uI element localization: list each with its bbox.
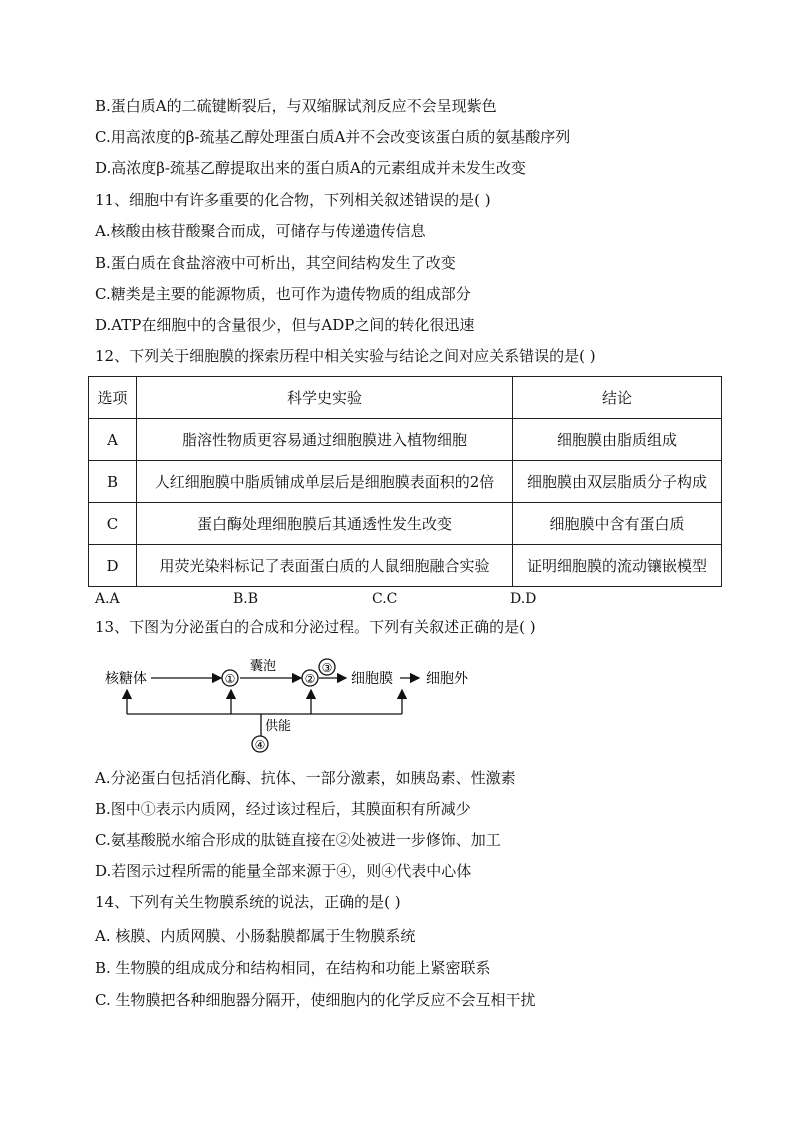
table-cell: 细胞膜由脂质组成 [513,419,722,461]
table-cell: 脂溶性物质更容易通过细胞膜进入植物细胞 [137,419,513,461]
q12-option-c: C.C [372,591,398,607]
table-cell: 细胞膜由双层脂质分子构成 [513,461,722,503]
table-row [89,461,722,503]
table-cell: D [89,545,137,587]
q11-option-a: A.核酸由核苷酸聚合而成，可储存与传递遗传信息 [95,222,426,240]
q12-option-a: A.A [95,591,120,607]
label-n2: ② [304,672,316,686]
label-ribosome: 核糖体 [105,671,147,687]
label-n1: ① [224,672,236,686]
table-cell: 用荧光染料标记了表面蛋白质的人鼠细胞融合实验 [137,545,513,587]
table-row [89,503,722,545]
label-n4: ④ [254,738,266,752]
q13-option-d: D.若图示过程所需的能量全部来源于④，则④代表中心体 [95,862,472,880]
table-row [89,545,722,587]
q12-option-b: B.B [233,591,259,607]
label-outside: 细胞外 [426,671,468,687]
secretion-diagram [95,650,485,760]
q10-option-c: C.用高浓度的β-巯基乙醇处理蛋白质A并不会改变该蛋白质的氨基酸序列 [95,128,571,146]
q14-option-a: A. 核膜、内质网膜、小肠黏膜都属于生物膜系统 [95,927,416,945]
q14-stem: 14、下列有关生物膜系统的说法，正确的是( ) [95,893,401,911]
table-header-row [89,377,722,419]
table-cell: C [89,503,137,545]
q13-option-b: B.图中①表示内质网，经过该过程后，其膜面积有所减少 [95,800,471,818]
q13-stem: 13、下图为分泌蛋白的合成和分泌过程。下列有关叙述正确的是( ) [95,618,536,636]
label-vesicle: 囊泡 [250,659,277,674]
table-cell: A [89,419,137,461]
table-header-cell: 科学史实验 [137,377,513,419]
q12-table [88,376,722,587]
table-cell: 人红细胞膜中脂质铺成单层后是细胞膜表面积的2倍 [137,461,513,503]
label-n3: ③ [321,661,333,675]
q11-option-b: B.蛋白质在食盐溶液中可析出，其空间结构发生了改变 [95,254,456,272]
table-header-cell: 结论 [513,377,722,419]
q13-option-c: C.氨基酸脱水缩合形成的肽链直接在②处被进一步修饰、加工 [95,831,501,849]
label-membrane: 细胞膜 [351,671,393,687]
q12-stem: 12、下列关于细胞膜的探索历程中相关实验与结论之间对应关系错误的是( ) [95,347,596,365]
q10-option-b: B.蛋白质A的二硫键断裂后，与双缩脲试剂反应不会呈现紫色 [95,97,497,115]
label-energy: 供能 [265,719,292,734]
table-cell: 细胞膜中含有蛋白质 [513,503,722,545]
table-row [89,419,722,461]
q13-option-a: A.分泌蛋白包括消化酶、抗体、一部分激素，如胰岛素、性激素 [95,769,516,787]
table-header-cell: 选项 [89,377,137,419]
q11-option-d: D.ATP在细胞中的含量很少，但与ADP之间的转化很迅速 [95,316,475,334]
q11-option-c: C.糖类是主要的能源物质，也可作为遗传物质的组成部分 [95,285,471,303]
q14-option-c: C. 生物膜把各种细胞器分隔开，使细胞内的化学反应不会互相干扰 [95,991,536,1009]
table-cell: 蛋白酶处理细胞膜后其通透性发生改变 [137,503,513,545]
table-cell: B [89,461,137,503]
q12-option-d: D.D [510,591,537,607]
q14-option-b: B. 生物膜的组成成分和结构相同，在结构和功能上紧密联系 [95,959,491,977]
table-cell: 证明细胞膜的流动镶嵌模型 [513,545,722,587]
q10-option-d: D.高浓度β-巯基乙醇提取出来的蛋白质A的元素组成并未发生改变 [95,159,526,177]
q11-stem: 11、细胞中有许多重要的化合物，下列相关叙述错误的是( ) [95,191,491,209]
